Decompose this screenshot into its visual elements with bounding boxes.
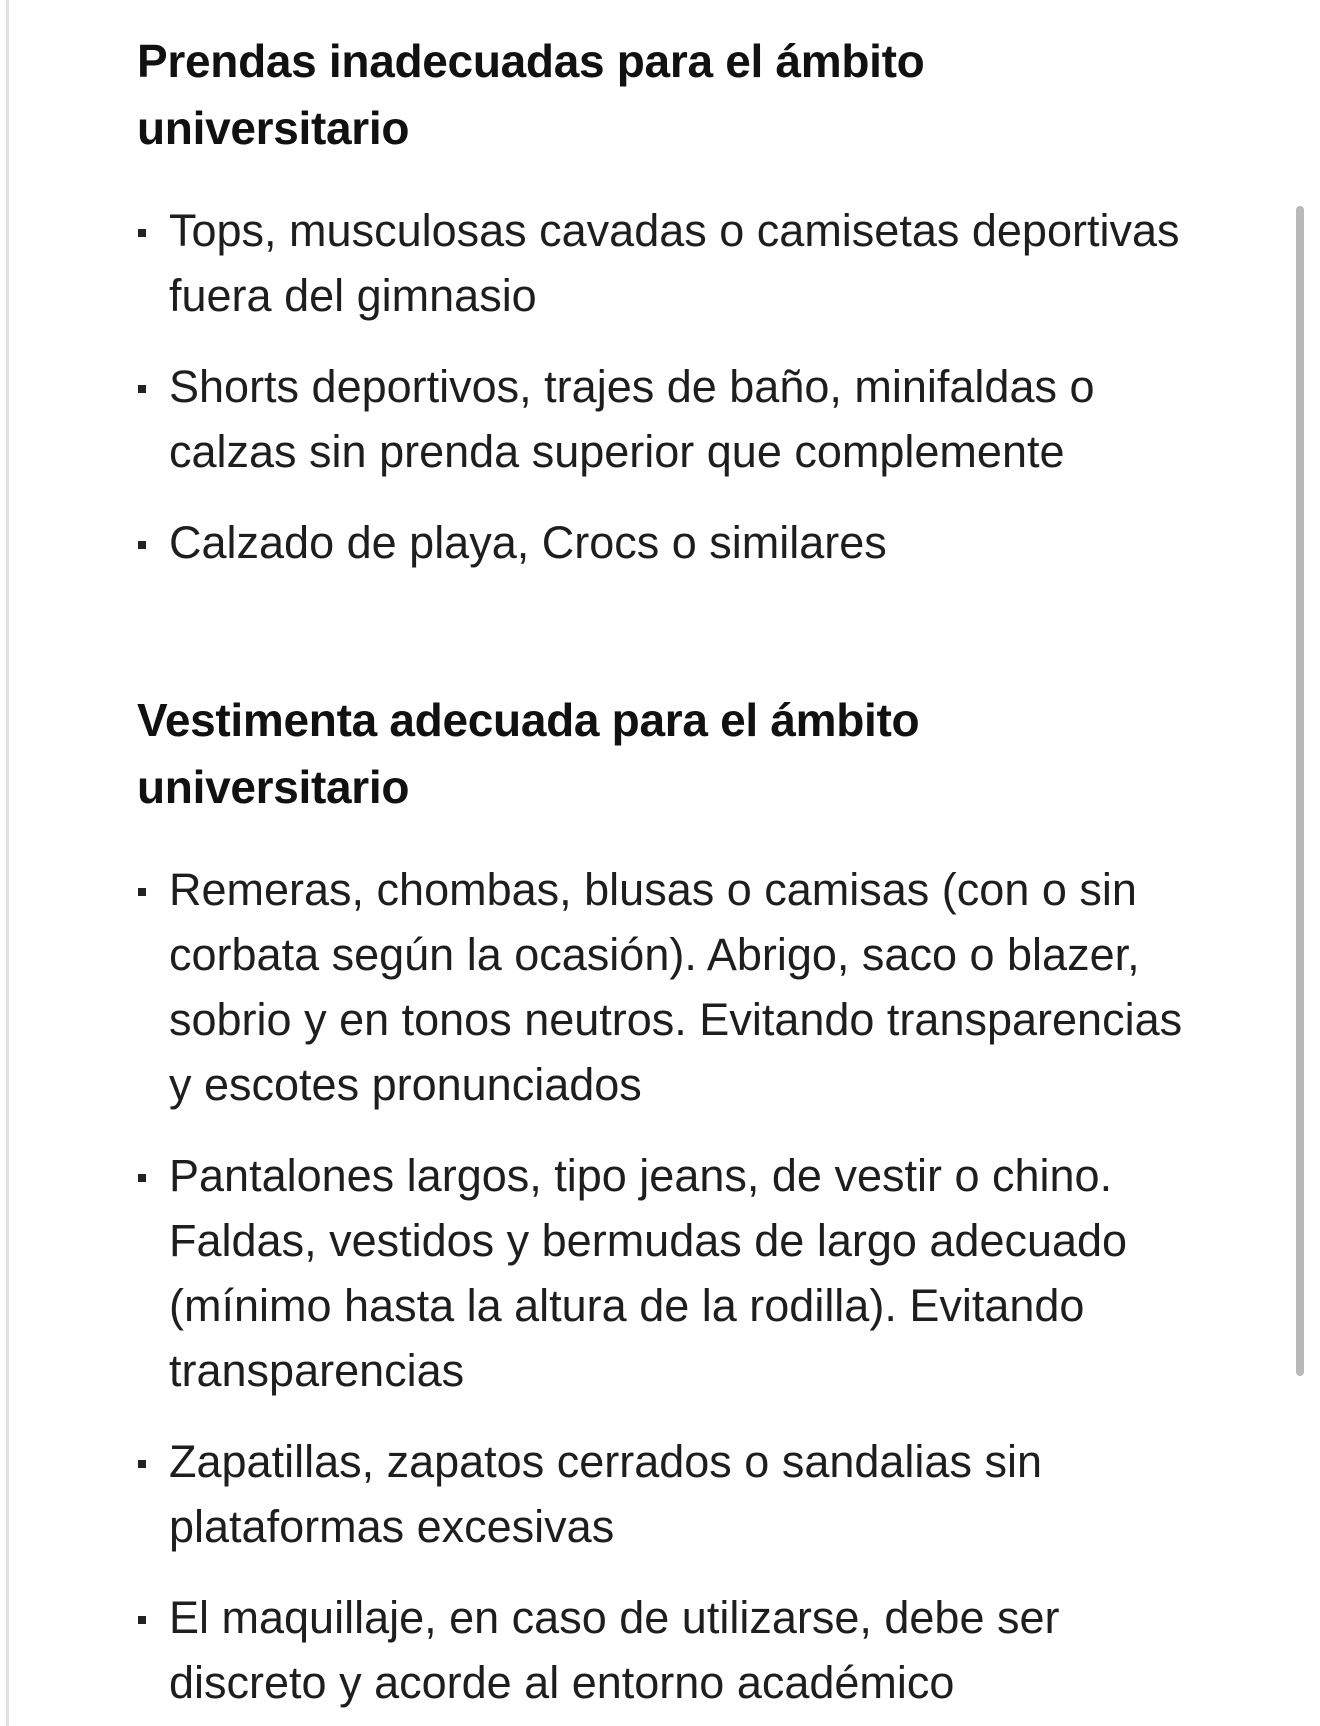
scrollbar-thumb[interactable]	[1296, 206, 1304, 1376]
list-item	[137, 354, 1197, 484]
list-item-text: Remeras, chombas, blusas o camisas (con o sin corbata según la ocasión). Abrigo, saco o blazer, sobrio y en tonos neutros. Evitando transparencias y escotes pronunciados	[169, 864, 1183, 1110]
list-item	[137, 1585, 1197, 1715]
page-edge-divider	[6, 0, 9, 1726]
list-item	[137, 198, 1197, 328]
square-bullet-icon	[138, 229, 146, 237]
list-item	[137, 510, 1197, 575]
bullet-list	[137, 857, 1197, 1715]
list-item-text: Zapatillas, zapatos cerrados o sandalias sin plataformas excesivas	[169, 1436, 1042, 1552]
list-item-text: Tops, musculosas cavadas o camisetas deportivas fuera del gimnasio	[169, 205, 1180, 321]
section-heading: Prendas inadecuadas para el ámbito universitario	[137, 35, 925, 154]
section-adequate-clothing	[137, 687, 1197, 1715]
list-item-text: Calzado de playa, Crocs o similares	[169, 517, 887, 568]
list-item-text: Pantalones largos, tipo jeans, de vestir o chino. Faldas, vestidos y bermudas de largo adecuado (mínimo hasta la altura de la rodilla). Evitando transparencias	[169, 1150, 1128, 1396]
square-bullet-icon	[138, 541, 146, 549]
section-heading: Vestimenta adecuada para el ámbito universitario	[137, 694, 920, 813]
list-item	[137, 857, 1197, 1117]
list-item-text: El maquillaje, en caso de utilizarse, debe ser discreto y acorde al entorno académico	[169, 1592, 1060, 1708]
square-bullet-icon	[138, 385, 146, 393]
square-bullet-icon	[138, 888, 146, 896]
article-content	[137, 28, 1197, 1715]
list-item-text: Shorts deportivos, trajes de baño, minifaldas o calzas sin prenda superior que complemente	[169, 361, 1095, 477]
square-bullet-icon	[138, 1174, 146, 1182]
list-item	[137, 1143, 1197, 1403]
bullet-list	[137, 198, 1197, 575]
section-inadequate-clothing	[137, 28, 1197, 575]
square-bullet-icon	[138, 1616, 146, 1624]
list-item	[137, 1429, 1197, 1559]
square-bullet-icon	[138, 1460, 146, 1468]
